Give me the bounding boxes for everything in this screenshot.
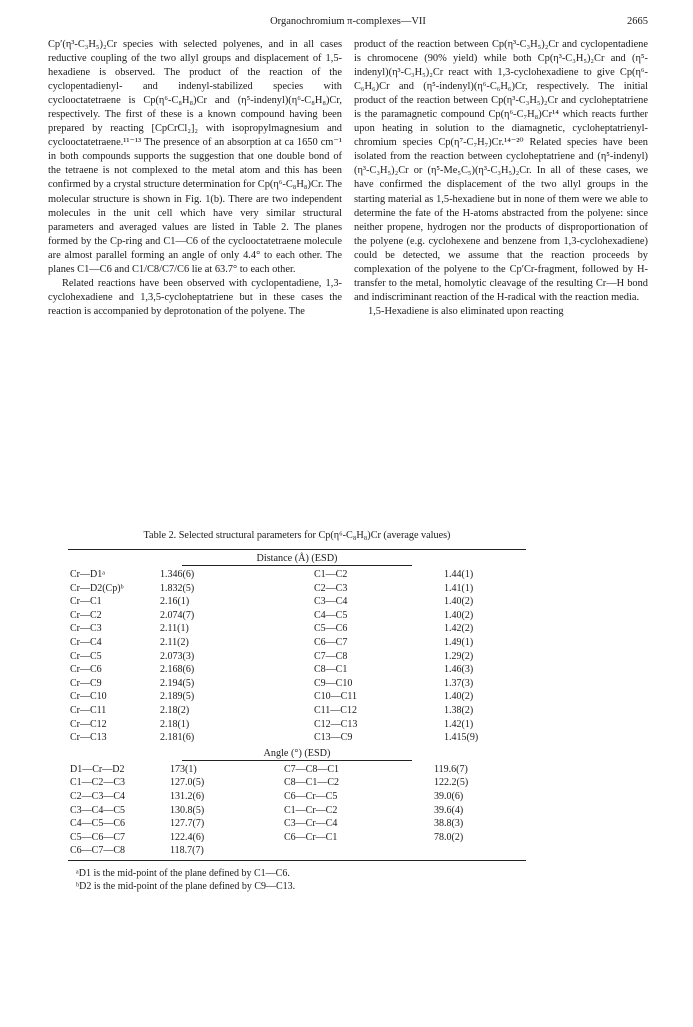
running-title: Organochromium π-complexes—VII: [270, 16, 426, 27]
param-value: 1.40(2): [444, 691, 474, 703]
page-number: 2665: [627, 16, 648, 27]
param-label: C12—C13: [314, 718, 358, 730]
param-value: 127.0(5): [170, 777, 205, 789]
table-row: [68, 568, 526, 582]
param-label: Cr—C1: [70, 596, 102, 608]
param-value: 1.41(1): [444, 582, 474, 594]
table-row: [68, 609, 526, 623]
table-row: [68, 636, 526, 650]
paragraph: 1,5-Hexadiene is also eliminated upon reacting: [368, 305, 564, 317]
param-label: C4—C5: [314, 609, 348, 621]
table-row: [68, 790, 526, 804]
heading-underline: [182, 565, 412, 566]
param-label: C1—Cr—C2: [284, 804, 338, 816]
param-label: C3—Cr—C4: [284, 818, 338, 830]
param-value: [414, 844, 526, 858]
param-value: 1.832(5): [160, 582, 195, 594]
param-label: Cr—C9: [70, 677, 102, 689]
table-row: [68, 844, 526, 858]
table-row: [68, 763, 526, 777]
param-value: 1.346(6): [160, 569, 195, 580]
param-value: 1.49(1): [444, 636, 474, 648]
param-value: 118.7(7): [170, 845, 204, 857]
param-label: C5—C6: [314, 623, 348, 635]
distance-heading: [68, 550, 526, 568]
angle-heading: [68, 745, 526, 763]
param-value: 78.0(2): [434, 831, 464, 843]
param-value: 2.073(3): [160, 650, 195, 662]
param-value: 1.37(3): [444, 677, 474, 689]
param-label: C9—C10: [314, 677, 353, 689]
param-value: 2.11(2): [160, 636, 189, 648]
table-row: [68, 663, 526, 677]
param-label: C5—C6—C7: [70, 831, 126, 843]
param-label: C6—Cr—C5: [284, 790, 338, 802]
table-2: [68, 530, 526, 893]
param-label: C7—C8—C1: [284, 763, 340, 775]
param-label: C8—C1—C2: [284, 777, 340, 789]
running-head: [48, 16, 648, 34]
footnote-a: ᵃD1 is the mid-point of the plane defined by C1—C6.: [76, 867, 290, 879]
param-label: C6—C7: [314, 636, 348, 648]
table-row: [68, 804, 526, 818]
table-row: [68, 650, 526, 664]
param-label: Cr—C4: [70, 636, 102, 648]
param-value: 1.29(2): [444, 650, 474, 662]
heading-underline: [182, 760, 412, 761]
angle-heading-label: Angle (°) (ESD): [263, 747, 331, 759]
param-label: C1—C2: [314, 569, 348, 580]
table-row: [68, 595, 526, 609]
paragraph: product of the reaction between Cp(η³-C₃H₅)₂Cr and cyclopentadiene is chromocene (90% yield) while both Cp(η³-C₃H₅)₂Cr and (η⁵-indenyl)(η³-C₃H₅)₂Cr react with 1,3-cyclohexadiene to give Cp(η⁶-C₆H₆)Cr and (η⁵-indenyl)(η⁶-C₆H₆)Cr, respectively. The initial product of the reaction between Cp(η³-C₃H₅)₂Cr and cycloheptatriene is the paramagnetic compound Cp(η⁶-C₇H₈)Cr¹⁴ which reacts further upon heating in solution to the diamagnetic, cycloheptatrienyl-chromium species Cp(η⁷-C₇H₇)Cr.¹⁴⁻²⁰ Related species have been isolated from the reaction between cycloheptatriene and (η⁵-indenyl)(η³-C₃H₅)₂Cr or (η⁵-Me₅C₅)(η³-C₃H₅)₂Cr. In all of these cases, we have confirmed the displacement of the two allyl groups in the starting material as 1,5-hexadiene but in none of them were we able to determine the fate of the H-atoms abstracted from the polyene: since neither propene, hydrogen nor the products of disproportionation of the polyene (e.g. cyclohexene and benzene from 1,3-cyclohexadiene) could be detected, we assume that the reaction proceeds by complexation of the polyene to the Cp′Cr-fragment, followed by H-transfer to the metal, homolytic cleavage of the resulting Cr—H bond and indiscriminant reaction of the H-radical with the reaction media.: [354, 39, 648, 303]
param-value: 2.194(5): [160, 677, 195, 689]
param-label: C2—C3—C4: [70, 790, 126, 802]
paragraph: Related reactions have been observed with cyclopentadiene, 1,3-cyclohexadiene and 1,3,5-cycloheptatriene but in these cases the reaction is accompanied by deprotonation of the polyene. The: [48, 277, 342, 317]
param-value: 122.2(5): [434, 777, 469, 789]
right-column: [354, 38, 648, 516]
distance-heading-label: Distance (Å) (ESD): [256, 553, 338, 564]
table-row: [68, 690, 526, 704]
param-label: Cr—C13: [70, 732, 107, 744]
param-label: Cr—C11: [70, 704, 107, 716]
param-label: Cr—D2(Cp)ᵇ: [70, 582, 124, 594]
param-value: 131.2(6): [170, 790, 205, 802]
table-row: [68, 731, 526, 745]
param-value: 2.181(6): [160, 732, 195, 744]
param-label: C3—C4—C5: [70, 804, 126, 816]
param-label: Cr—C12: [70, 718, 107, 730]
table-footnotes: [68, 867, 526, 893]
param-value: 173(1): [170, 763, 197, 775]
body-text: [48, 38, 648, 516]
param-value: 2.18(2): [160, 704, 190, 716]
param-value: 119.6(7): [434, 763, 468, 775]
journal-page: [48, 16, 648, 317]
param-value: 2.074(7): [160, 609, 195, 621]
param-label: Cr—C5: [70, 650, 102, 662]
param-value: 1.42(1): [444, 718, 474, 730]
param-value: 2.168(6): [160, 664, 195, 676]
param-value: 2.18(1): [160, 718, 190, 730]
param-label: C6—Cr—C1: [284, 831, 338, 843]
table-row: [68, 677, 526, 691]
param-value: 1.46(3): [444, 664, 474, 676]
table-row: [68, 704, 526, 718]
footnote-b: ᵇD2 is the mid-point of the plane defined by C9—C13.: [76, 880, 296, 892]
param-label: C7—C8: [314, 650, 348, 662]
param-label: Cr—C3: [70, 623, 102, 635]
table-bottom-rule: [68, 860, 526, 861]
param-value: 130.8(5): [170, 804, 205, 816]
angle-table: [68, 763, 526, 858]
param-label: D1—Cr—D2: [70, 763, 125, 775]
param-label: C8—C1: [314, 664, 348, 676]
param-label: Cr—C6: [70, 664, 102, 676]
table-row: [68, 582, 526, 596]
param-value: 1.40(2): [444, 609, 474, 621]
param-value: 2.16(1): [160, 596, 190, 608]
table-row: [68, 831, 526, 845]
param-label: C6—C7—C8: [70, 845, 126, 857]
param-label: Cr—C10: [70, 691, 107, 703]
param-label: C10—C11: [314, 691, 357, 703]
table-row: [68, 817, 526, 831]
distance-table: [68, 568, 526, 745]
param-label: Cr—C2: [70, 609, 102, 621]
param-value: 127.7(7): [170, 818, 205, 830]
table-row: [68, 718, 526, 732]
param-label: Cr—D1ᵃ: [70, 569, 105, 580]
param-value: 1.40(2): [444, 596, 474, 608]
param-value: 1.38(2): [444, 704, 474, 716]
param-value: 1.44(1): [444, 569, 474, 580]
param-label: C3—C4: [314, 596, 348, 608]
paragraph: Cp′(η³-C₃H₅)₂Cr species with selected polyenes, and in all cases reductive coupling of the two allyl groups and displacement of 1,5-hexadiene is observed. The product of the reaction of the cyclopentadienyl- and indenyl-stabilized species with cyclooctatetraene is Cp(η⁶-C₈H₈)Cr and (η⁵-indenyl)(η⁶-C₈H₈)Cr, respectively. The first of these is a known compound having been prepared by reacting [CpCrCl₂]₂ with isopropylmagnesium and cyclooctatetraene.¹¹⁻¹³ The presence of an absorption at ca 1650 cm⁻¹ in both compounds supports the suggestion that one double bond of the tetraene is not complexed to the metal atom and this has been confirmed by a crystal structure determination for Cp(η⁶-C₈H₈)Cr. The molecular structure is shown in Fig. 1(b). There are two independent molecules in the unit cell which have very similar structural parameters and averaged values are listed in Table 2. The planes formed by the Cp-ring and C1—C6 of the cyclooctatetraene molecule are almost parallel forming an angle of only 4.4° to each other. The planes C1—C6 and C1/C8/C7/C6 lie at 63.7° to each other.: [48, 39, 342, 275]
param-value: 1.42(2): [444, 623, 474, 635]
param-value: 2.11(1): [160, 623, 189, 635]
param-label: C1—C2—C3: [70, 777, 126, 789]
table-row: [68, 622, 526, 636]
param-value: 38.8(3): [434, 818, 464, 830]
param-value: 1.415(9): [444, 732, 479, 744]
param-label: C11—C12: [314, 704, 357, 716]
left-column: [48, 38, 342, 516]
param-label: [280, 844, 414, 858]
table-row: [68, 776, 526, 790]
table-caption: Table 2. Selected structural parameters for Cp(η⁶-C₈H₈)Cr (average values): [143, 530, 451, 541]
param-value: 2.189(5): [160, 691, 195, 703]
param-label: C4—C5—C6: [70, 818, 126, 830]
param-value: 39.6(4): [434, 804, 464, 816]
param-label: C2—C3: [314, 582, 348, 594]
param-value: 122.4(6): [170, 831, 205, 843]
param-value: 39.0(6): [434, 790, 464, 802]
param-label: C13—C9: [314, 732, 353, 744]
